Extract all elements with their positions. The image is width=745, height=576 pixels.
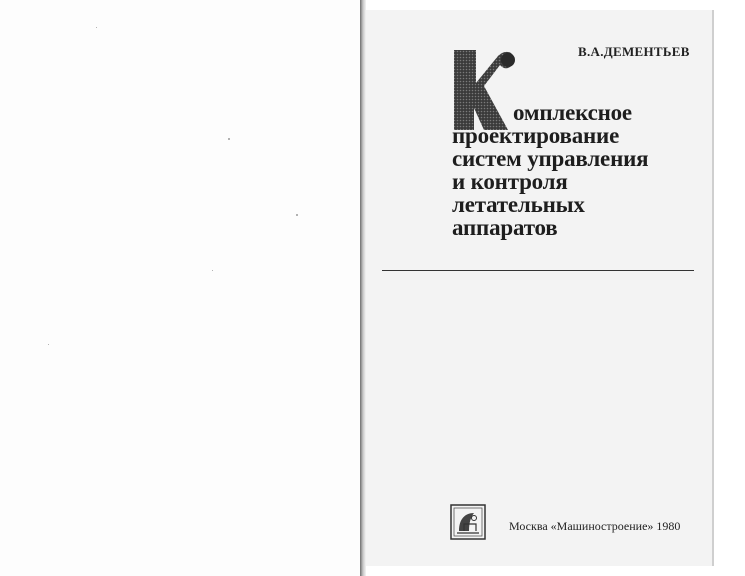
paper-speck (228, 138, 230, 140)
title-line-3: систем управления (452, 146, 649, 171)
paper-speck (96, 27, 97, 28)
author-name: В.А.ДЕМЕНТЬЕВ (578, 44, 690, 59)
paper-speck (48, 344, 49, 345)
title-initial-text: К (450, 50, 451, 51)
title-initial-letter (450, 50, 516, 132)
title-line-5: летательных (452, 192, 585, 217)
title-page (366, 10, 712, 566)
publisher-logo-icon (450, 504, 486, 540)
paper-speck (296, 214, 298, 216)
title-line-2: проектирование (452, 123, 620, 148)
publisher-line: Москва «Машиностроение» 1980 (509, 519, 681, 533)
title-line-6: аппаратов (452, 215, 558, 240)
page-edge (712, 10, 714, 566)
left-page-blank (0, 0, 362, 576)
title-divider (382, 270, 694, 271)
paper-speck (212, 270, 213, 271)
title-line-4: и контроля (452, 169, 568, 194)
title-line-1: омплексное (513, 100, 632, 125)
